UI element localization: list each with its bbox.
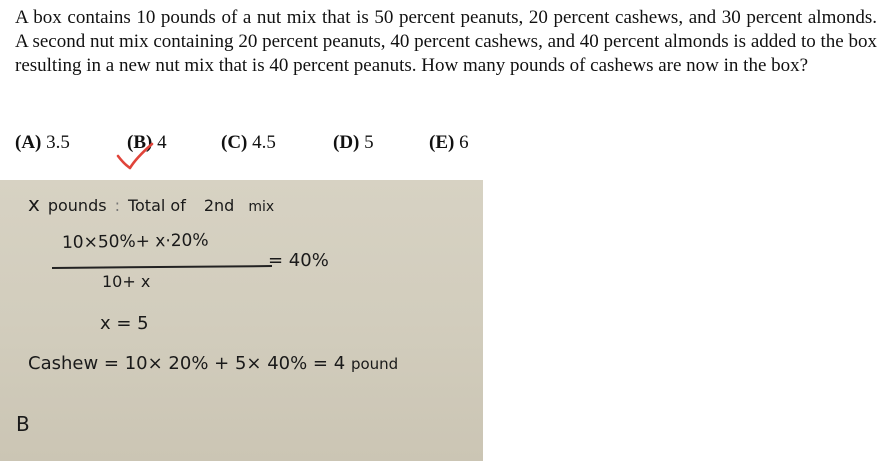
hw-word: mix bbox=[248, 199, 275, 215]
choice-d bbox=[333, 132, 374, 154]
hw-cashew-main: Cashew = 10× 20% + 5× 40% = 4 bbox=[28, 353, 346, 374]
hw-final-answer: B bbox=[16, 412, 30, 436]
hw-word: 2nd bbox=[203, 196, 235, 215]
choice-value: 4.5 bbox=[252, 132, 276, 153]
hw-denominator: 10+ x bbox=[102, 272, 151, 291]
choice-a bbox=[15, 132, 70, 154]
hw-cashew-calc bbox=[28, 353, 398, 374]
hw-numerator: 10×50%+ x·20% bbox=[61, 230, 209, 253]
hw-cashew-unit: pound bbox=[350, 355, 399, 373]
hw-variable: x bbox=[28, 192, 40, 216]
choice-value: 4 bbox=[157, 132, 167, 153]
hw-line-definition bbox=[28, 192, 274, 216]
checkmark-icon bbox=[116, 144, 154, 172]
choice-letter: (B) bbox=[127, 132, 153, 153]
handwritten-solution-photo bbox=[0, 180, 483, 461]
choice-letter: (E) bbox=[429, 132, 455, 153]
hw-equals-result: = 40% bbox=[268, 250, 329, 271]
choice-value: 5 bbox=[364, 132, 374, 153]
choice-letter: (A) bbox=[15, 132, 42, 153]
choice-c bbox=[221, 132, 276, 154]
hw-fraction-bar bbox=[52, 265, 272, 269]
choice-letter: (D) bbox=[333, 132, 360, 153]
choice-e bbox=[429, 132, 469, 154]
answer-choices bbox=[15, 132, 515, 158]
hw-word: of bbox=[170, 196, 186, 215]
hw-solution: x = 5 bbox=[100, 313, 149, 334]
choice-value: 3.5 bbox=[46, 132, 70, 153]
hw-word: Total bbox=[127, 196, 166, 215]
hw-unit: pounds bbox=[47, 196, 107, 215]
problem-text: A box contains 10 pounds of a nut mix that is 50 percent peanuts, 20 percent cashews, and 30 percent almonds. A second nut mix containing 20 percent peanuts, 40 percent cashews, and 40 percent almonds is added to the box resulting in a new nut mix that is 40 percent peanuts. How many pounds of cashews are now in the box? bbox=[15, 7, 877, 76]
hw-colon: : bbox=[114, 196, 120, 215]
choice-value: 6 bbox=[459, 132, 469, 153]
choice-letter: (C) bbox=[221, 132, 248, 153]
